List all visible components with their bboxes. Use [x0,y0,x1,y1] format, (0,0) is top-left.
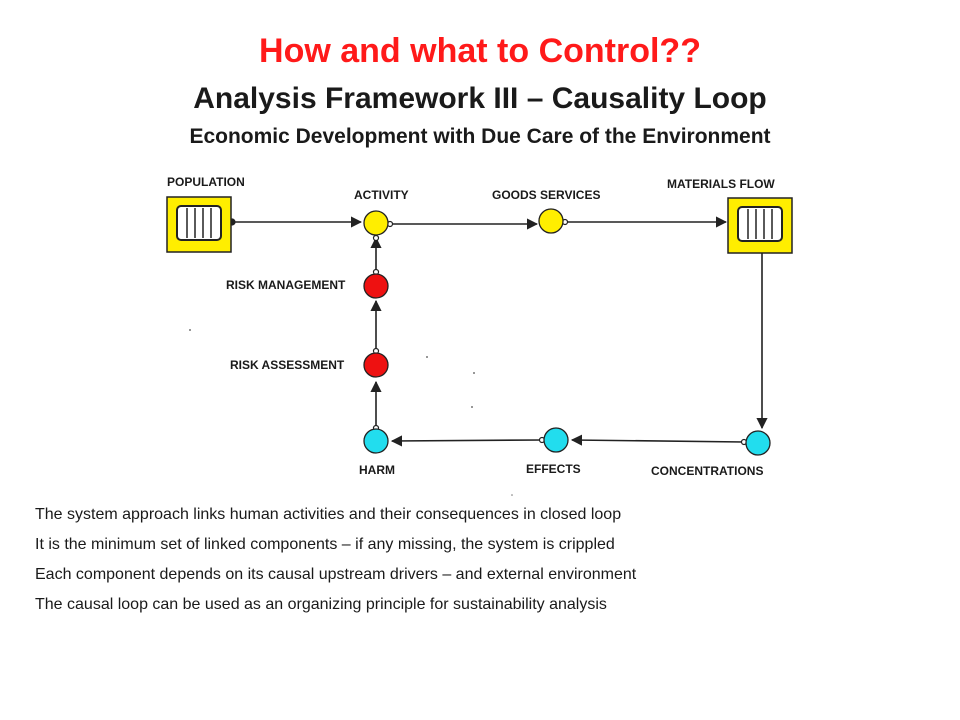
arrow-effects-to-harm [392,440,542,441]
slide-subsubtitle: Economic Development with Due Care of the Environment [189,125,771,148]
bullet-item: The causal loop can be used as an organizing principle for sustainability analysis [35,596,607,613]
population-stock [167,197,231,252]
goods-services-node [539,209,563,233]
dot-activity-bottom [374,236,379,241]
connection-dots [229,219,765,445]
risk-management-node [364,274,388,298]
effects-label: EFFECTS [526,462,581,476]
effects-node [544,428,568,452]
bullet-item: It is the minimum set of linked components – if any missing, the system is crippled [35,536,615,553]
concentrations-label: CONCENTRATIONS [651,464,764,478]
bullet-item: The system approach links human activities and their consequences in closed loop [35,506,622,523]
concentrations-node [746,431,770,455]
population-label: POPULATION [167,175,245,189]
harm-node [364,429,388,453]
goods-services-label: GOODS SERVICES [492,188,601,202]
arrow-concentrations-to-effects [572,440,744,442]
risk-assessment-label: RISK ASSESSMENT [230,358,345,372]
bullet-list [35,505,935,625]
materials-flow-label: MATERIALS FLOW [667,177,775,191]
slide-subtitle: Analysis Framework III – Causality Loop [193,82,767,115]
bullet-item: Each component depends on its causal upstream drivers – and external environment [35,566,637,583]
risk-assessment-node [364,353,388,377]
slide-title: How and what to Control?? [259,32,701,70]
scan-specks [189,329,513,496]
risk-management-label: RISK MANAGEMENT [226,278,346,292]
materials-flow-stock [728,198,792,253]
harm-label: HARM [359,463,395,477]
connectors [232,222,762,442]
activity-label: ACTIVITY [354,188,409,202]
activity-node [364,211,388,235]
